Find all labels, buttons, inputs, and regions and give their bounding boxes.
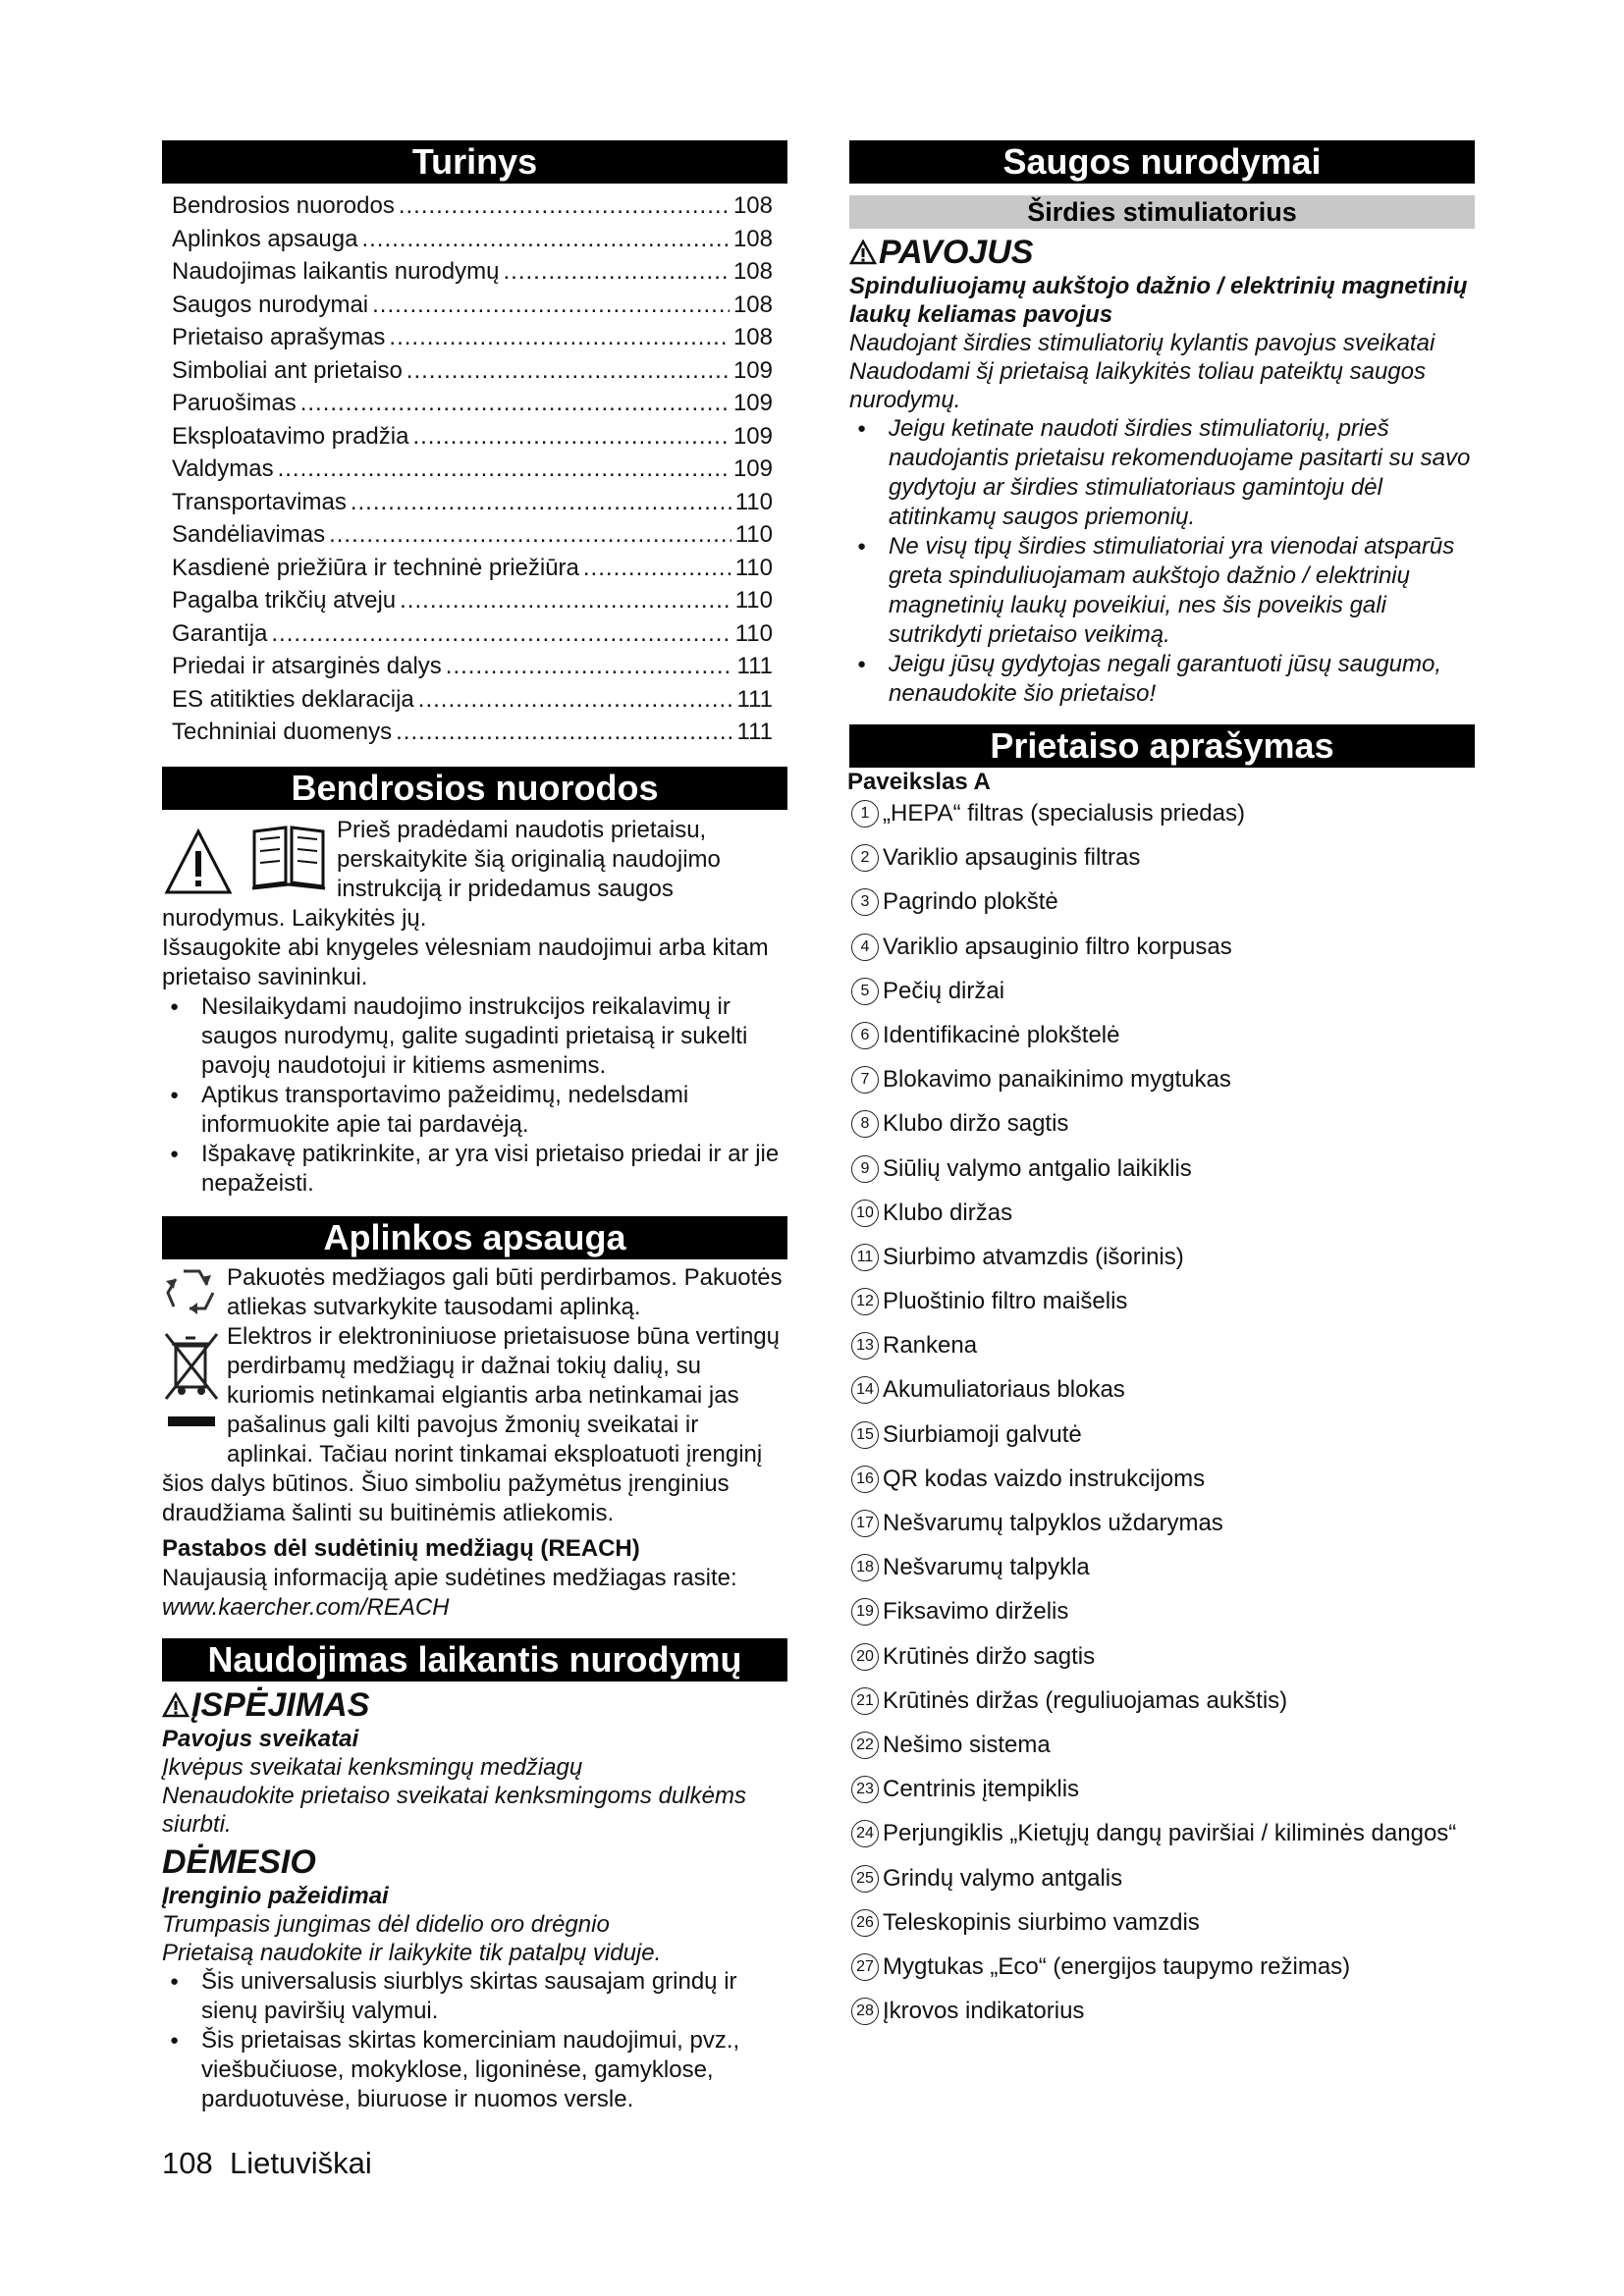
toc-title: Bendrosios nuorodos xyxy=(172,192,395,219)
right-column xyxy=(849,140,1475,2041)
toc-leader xyxy=(412,420,730,454)
toc-leader xyxy=(351,486,731,519)
part-label: Rankena xyxy=(883,1332,978,1360)
list-item: ● Šis prietaisas skirtas komerciniam naudojimui, pvz., viešbučiuose, mokyklose, ligoninėse, gamyklose, parduotuvėse, biuruose ir nuomos versle. xyxy=(162,2026,787,2114)
toc-leader xyxy=(361,223,729,256)
figure-label: Paveikslas A xyxy=(847,769,991,795)
part-number-badge: 28 xyxy=(851,1998,879,2025)
part-number-badge: 17 xyxy=(851,1510,879,1537)
list-item xyxy=(849,1199,1475,1228)
toc-row xyxy=(172,223,773,256)
toc-title: Sandėliavimas xyxy=(172,521,326,548)
toc-row xyxy=(172,354,773,388)
part-number-badge: 6 xyxy=(851,1022,879,1049)
toc-row xyxy=(172,420,773,454)
toc-title: Pagalba trikčių atveju xyxy=(172,587,397,614)
part-number-badge: 7 xyxy=(851,1066,879,1094)
part-label: Pečių diržai xyxy=(883,977,1005,1004)
toc-leader xyxy=(418,683,733,717)
toc-row xyxy=(172,716,773,749)
manual-book-icon xyxy=(250,822,327,890)
toc-leader xyxy=(400,584,731,617)
toc-leader xyxy=(399,189,730,223)
list-item xyxy=(849,1597,1475,1627)
danger-label-row xyxy=(849,233,1475,272)
toc-row xyxy=(172,518,773,552)
reach-heading: Pastabos dėl sudėtinių medžiagų (REACH) xyxy=(162,1534,640,1562)
page-footer xyxy=(162,2146,372,2181)
footer-language: Lietuviškai xyxy=(229,2146,372,2180)
list-item xyxy=(849,1864,1475,1894)
part-number-badge: 27 xyxy=(851,1953,879,1981)
toc-leader xyxy=(271,617,731,651)
list-item xyxy=(849,1908,1475,1938)
part-label: Nešvarumų talpyklos uždarymas xyxy=(883,1510,1223,1536)
warning-triangle-icon xyxy=(162,1692,189,1718)
list-item xyxy=(849,1331,1475,1361)
part-label: Klubo diržas xyxy=(883,1199,1013,1226)
weee-text: Elektros ir elektroniniuose prietaisuose būna vertingų perdirbamų medžiagų ir dažnai tokių dalių, su kuriomis netinkamai elgiantis arba netinkamai jas pašalinus gali kilti pavojus žmonių sveikatai ir aplinkai. Tačiau norint tinkamai eksploatuoti įrenginį šios dalys būtinos. Šiuo simboliu pažymėtus įrenginius draudžiama šalinti su buitinėmis atliekomis. xyxy=(162,1322,780,1526)
page-number: 108 xyxy=(162,2146,213,2180)
list-item: ● Jeigu jūsų gydytojas negali garantuoti jūsų saugumo, nenaudokite šio prietaiso! xyxy=(849,650,1475,709)
list-item xyxy=(849,1642,1475,1672)
toc-page: 111 xyxy=(736,653,773,679)
toc-title: Eksploatavimo pradžia xyxy=(172,422,409,450)
toc-page: 108 xyxy=(732,192,773,219)
part-label: Fiksavimo dirželis xyxy=(883,1598,1069,1626)
general-para: Išsaugokite abi knygeles vėlesniam naudojimui arba kitam prietaiso savininkui. xyxy=(162,934,769,990)
toc-page: 111 xyxy=(736,719,773,745)
list-item xyxy=(849,977,1475,1006)
table-of-contents xyxy=(172,189,773,749)
part-number-badge: 18 xyxy=(851,1554,879,1581)
toc-row xyxy=(172,552,773,585)
toc-title: Valdymas xyxy=(172,455,274,482)
part-label: Akumuliatoriaus blokas xyxy=(883,1376,1125,1404)
part-label: Pluoštinio filtro maišelis xyxy=(883,1288,1128,1315)
part-number-badge: 4 xyxy=(851,934,879,961)
list-item: ● Išpakavę patikrinkite, ar yra visi prietaiso priedai ir ar jie nepažeisti. xyxy=(162,1140,787,1199)
part-label: Variklio apsauginis filtras xyxy=(883,844,1141,872)
toc-page: 108 xyxy=(732,225,773,252)
caution-line: Trumpasis jungimas dėl didelio oro drėgnio xyxy=(162,1910,610,1938)
environment-icons xyxy=(162,1263,227,1456)
toc-title: Kasdienė priežiūra ir techninė priežiūra xyxy=(172,554,579,581)
toc-page: 109 xyxy=(732,455,773,482)
warning-label-row xyxy=(162,1685,787,1725)
list-item xyxy=(849,1154,1475,1184)
toc-title: Prietaiso aprašymas xyxy=(172,324,386,350)
list-item xyxy=(849,1465,1475,1494)
toc-page: 110 xyxy=(734,488,773,515)
toc-page: 108 xyxy=(732,324,773,350)
danger-label: PAVOJUS xyxy=(879,234,1034,271)
part-number-badge: 24 xyxy=(851,1820,879,1847)
crossed-bin-icon xyxy=(162,1330,221,1438)
usage-heading: Naudojimas laikantis nurodymų xyxy=(162,1638,787,1682)
toc-title: Garantija xyxy=(172,619,268,647)
part-number-badge: 11 xyxy=(851,1244,879,1271)
reach-text: Naujausią informaciją apie sudėtines medžiagas rasite: xyxy=(162,1564,737,1591)
warning-heading: Pavojus sveikatai xyxy=(162,1725,359,1752)
general-section xyxy=(162,816,787,1199)
usage-section xyxy=(162,1685,787,2114)
reach-url: www.kaercher.com/REACH xyxy=(162,1593,450,1621)
toc-leader xyxy=(278,453,730,486)
part-label: Krūtinės diržas (reguliuojamas aukštis) xyxy=(883,1686,1288,1714)
part-number-badge: 10 xyxy=(851,1200,879,1227)
environment-heading: Aplinkos apsauga xyxy=(162,1216,787,1259)
danger-heading: Spinduliuojamų aukštojo dažnio / elektrinių magnetinių laukų keliamas pavojus xyxy=(849,273,1468,328)
toc-page: 109 xyxy=(732,422,773,450)
warning-line: Nenaudokite prietaiso sveikatai kenksmingoms dulkėms siurbti. xyxy=(162,1782,746,1838)
list-item: ● Šis universalusis siurblys skirtas sausajam grindų ir sienų paviršių valymui. xyxy=(162,1967,787,2026)
toc-leader xyxy=(300,387,730,420)
part-number-badge: 3 xyxy=(851,888,879,916)
warning-line: Įkvėpus sveikatai kenksmingų medžiagų xyxy=(162,1753,583,1781)
toc-leader xyxy=(329,518,731,552)
part-label: Variklio apsauginio filtro korpusas xyxy=(883,933,1232,960)
list-item xyxy=(849,1686,1475,1716)
toc-leader xyxy=(583,552,731,585)
recycle-text: Pakuotės medžiagos gali būti perdirbamos. Pakuotės atliekas sutvarkykite tausodami aplinką. xyxy=(227,1263,783,1320)
toc-page: 108 xyxy=(732,291,773,318)
list-item xyxy=(849,1775,1475,1804)
toc-row xyxy=(172,321,773,354)
part-number-badge: 8 xyxy=(851,1110,879,1138)
toc-title: Saugos nurodymai xyxy=(172,291,369,318)
list-item xyxy=(849,1997,1475,2026)
list-item: ● Aptikus transportavimo pažeidimų, nedelsdami informuokite apie tai pardavėją. xyxy=(162,1081,787,1140)
part-number-badge: 19 xyxy=(851,1598,879,1626)
toc-title: Transportavimas xyxy=(172,488,347,515)
list-item xyxy=(849,1021,1475,1050)
toc-leader xyxy=(504,255,730,289)
part-number-badge: 21 xyxy=(851,1687,879,1715)
part-label: Įkrovos indikatorius xyxy=(883,1998,1085,2025)
part-number-badge: 16 xyxy=(851,1466,879,1493)
part-number-badge: 14 xyxy=(851,1376,879,1404)
part-label: Siurbimo atvamzdis (išorinis) xyxy=(883,1243,1184,1270)
toc-leader xyxy=(396,716,732,749)
toc-title: Aplinkos apsauga xyxy=(172,225,358,252)
toc-title: Paruošimas xyxy=(172,390,297,416)
list-item xyxy=(849,1731,1475,1760)
part-label: Identifikacinė plokštelė xyxy=(883,1021,1120,1048)
toc-row xyxy=(172,617,773,651)
list-item xyxy=(849,1509,1475,1538)
parts-list xyxy=(849,799,1475,2026)
part-number-badge: 25 xyxy=(851,1865,879,1893)
part-number-badge: 12 xyxy=(851,1288,879,1315)
danger-line: Naudodami šį prietaisą laikykitės toliau pateiktų saugos nurodymų. xyxy=(849,358,1426,413)
part-number-badge: 9 xyxy=(851,1155,879,1183)
general-icons xyxy=(162,816,337,896)
toc-heading: Turinys xyxy=(162,140,787,184)
toc-page: 110 xyxy=(734,587,773,614)
part-label: Nešimo sistema xyxy=(883,1731,1051,1758)
toc-title: Naudojimas laikantis nurodymų xyxy=(172,258,500,285)
list-item xyxy=(849,1819,1475,1848)
part-label: Perjungiklis „Kietųjų dangų paviršiai / kiliminės dangos“ xyxy=(883,1820,1457,1847)
part-number-badge: 5 xyxy=(851,978,879,1005)
part-label: Nešvarumų talpykla xyxy=(883,1554,1090,1581)
part-label: Klubo diržo sagtis xyxy=(883,1110,1069,1138)
general-heading: Bendrosios nuorodos xyxy=(162,767,787,810)
toc-row xyxy=(172,486,773,519)
part-number-badge: 20 xyxy=(851,1643,879,1671)
list-item xyxy=(849,1287,1475,1316)
toc-row xyxy=(172,189,773,223)
toc-row xyxy=(172,453,773,486)
list-item xyxy=(849,1109,1475,1139)
part-number-badge: 2 xyxy=(851,844,879,872)
environment-section xyxy=(162,1263,787,1623)
toc-page: 111 xyxy=(736,685,773,713)
description-heading: Prietaiso aprašymas xyxy=(849,724,1475,768)
list-item xyxy=(849,1553,1475,1582)
part-label: Siūlių valymo antgalio laikiklis xyxy=(883,1154,1192,1182)
toc-title: Techniniai duomenys xyxy=(172,719,393,745)
toc-row xyxy=(172,255,773,289)
left-column xyxy=(162,140,787,2114)
toc-title: Simboliai ant prietaiso xyxy=(172,356,403,384)
list-item xyxy=(849,1952,1475,1982)
warning-triangle-icon xyxy=(164,828,233,896)
list-item xyxy=(849,1243,1475,1272)
toc-leader xyxy=(372,289,730,322)
part-label: QR kodas vaizdo instrukcijoms xyxy=(883,1465,1206,1492)
list-item xyxy=(849,933,1475,962)
safety-bullets xyxy=(849,414,1475,709)
list-item xyxy=(849,1375,1475,1405)
list-item xyxy=(849,843,1475,873)
general-bullets xyxy=(162,992,787,1199)
safety-heading: Saugos nurodymai xyxy=(849,140,1475,184)
caution-label: DĖMESIO xyxy=(162,1842,316,1881)
warning-label: ĮSPĖJIMAS xyxy=(191,1685,370,1724)
toc-leader xyxy=(446,650,733,683)
toc-leader xyxy=(406,354,730,388)
toc-row xyxy=(172,683,773,717)
toc-row xyxy=(172,289,773,322)
usage-bullets xyxy=(162,1967,787,2114)
toc-leader xyxy=(389,321,730,354)
part-label: „HEPA“ filtras (specialusis priedas) xyxy=(883,800,1245,827)
part-label: Grindų valymo antgalis xyxy=(883,1864,1123,1892)
part-label: Pagrindo plokštė xyxy=(883,888,1058,916)
part-number-badge: 22 xyxy=(851,1732,879,1759)
list-item: ● Nesilaikydami naudojimo instrukcijos reikalavimų ir saugos nurodymų, galite sugadinti prietaisą ir sukelti pavojų naudotojui ir kitiems asmenims. xyxy=(162,992,787,1081)
toc-row xyxy=(172,387,773,420)
caution-line: Prietaisą naudokite ir laikykite tik patalpų viduje. xyxy=(162,1939,662,1966)
general-intro: Prieš pradėdami naudotis prietaisu, perskaitykite šią originalią naudojimo instrukciją ir pridedamus saugos nurodymus. Laikykitės jų. xyxy=(162,816,721,932)
part-label: Krūtinės diržo sagtis xyxy=(883,1642,1096,1670)
part-label: Mygtukas „Eco“ (energijos taupymo režimas) xyxy=(883,1952,1351,1980)
toc-page: 108 xyxy=(732,258,773,285)
part-label: Teleskopinis siurbimo vamzdis xyxy=(883,1908,1200,1936)
part-number-badge: 15 xyxy=(851,1421,879,1449)
part-label: Centrinis įtempiklis xyxy=(883,1776,1080,1803)
toc-page: 110 xyxy=(734,521,773,548)
toc-title: ES atitikties deklaracija xyxy=(172,685,414,713)
part-label: Siurbiamoji galvutė xyxy=(883,1420,1082,1448)
caution-heading: Įrenginio pažeidimai xyxy=(162,1882,389,1909)
part-number-badge: 13 xyxy=(851,1332,879,1360)
list-item xyxy=(849,1065,1475,1095)
toc-row xyxy=(172,650,773,683)
warning-triangle-icon xyxy=(849,240,877,265)
toc-row xyxy=(172,584,773,617)
part-number-badge: 26 xyxy=(851,1909,879,1937)
part-number-badge: 23 xyxy=(851,1776,879,1803)
toc-page: 110 xyxy=(734,554,773,581)
danger-line: Naudojant širdies stimuliatorių kylantis pavojus sveikatai xyxy=(849,330,1435,356)
recycle-icon xyxy=(162,1263,221,1322)
list-item xyxy=(849,1420,1475,1450)
toc-page: 110 xyxy=(734,619,773,647)
toc-page: 109 xyxy=(732,390,773,416)
list-item xyxy=(849,887,1475,917)
toc-title: Priedai ir atsarginės dalys xyxy=(172,653,442,679)
list-item: ● Jeigu ketinate naudoti širdies stimuliatorių, prieš naudojantis prietaisu rekomenduojame pasitarti su savo gydytoju ar širdies stimuliatoriaus gamintoju dėl atitinkamų saugos priemonių. xyxy=(849,414,1475,532)
toc-page: 109 xyxy=(732,356,773,384)
list-item xyxy=(849,799,1475,828)
list-item: ● Ne visų tipų širdies stimuliatoriai yra vienodai atsparūs greta spinduliuojamam aukštojo dažnio / elektrinių magnetinių laukų poveikiui, nes šis poveikis gali sutrikdyti prietaiso veikimą. xyxy=(849,532,1475,650)
part-label: Blokavimo panaikinimo mygtukas xyxy=(883,1066,1231,1094)
safety-subheading: Širdies stimuliatorius xyxy=(849,195,1475,229)
part-number-badge: 1 xyxy=(851,800,879,828)
